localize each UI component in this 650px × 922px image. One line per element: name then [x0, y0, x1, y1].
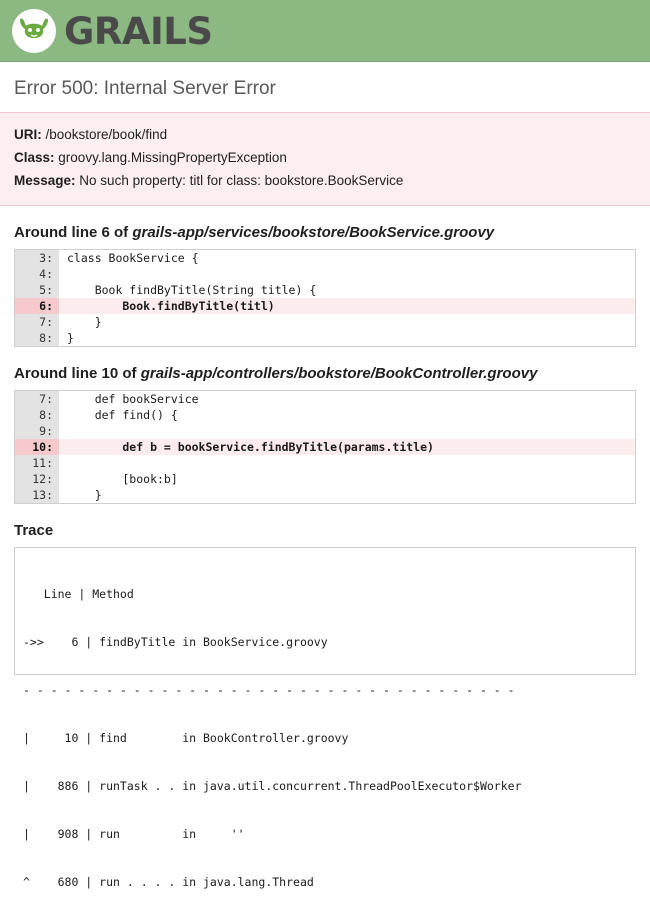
- code-line-text: Book.findByTitle(titl): [59, 298, 635, 314]
- code-line-number: 8:: [15, 407, 59, 423]
- code-line-highlighted: [15, 439, 635, 455]
- code-snippet-0: [14, 249, 636, 347]
- error-uri-label: URI:: [14, 127, 42, 142]
- trace-line: - - - - - - - - - - - - - - - - - - - - - - - - - - - - - - - - - - - -: [23, 682, 515, 697]
- snippet-heading-file-1: grails-app/controllers/bookstore/BookController.groovy: [140, 364, 538, 382]
- code-line-text: }: [67, 330, 74, 345]
- page-content: [0, 78, 650, 889]
- error-message-label: Message:: [14, 173, 76, 189]
- code-line-text: def find() {: [67, 407, 178, 422]
- code-line-number: 7:: [15, 391, 59, 407]
- code-line: [15, 487, 635, 503]
- snippet-heading-prefix-0: Around line 6 of: [14, 223, 133, 241]
- trace-line: | 10 | find in BookController.groovy: [23, 730, 349, 745]
- code-line-number: 13:: [15, 487, 59, 503]
- code-line-text: [59, 266, 635, 282]
- code-line-text: Book findByTitle(String title) {: [67, 282, 317, 297]
- code-line-number: 6:: [15, 298, 59, 314]
- error-summary: [0, 112, 650, 206]
- snippet-heading-file-0: grails-app/services/bookstore/BookService.groovy: [132, 223, 495, 241]
- code-line-text: [59, 423, 635, 439]
- code-line: [15, 391, 635, 407]
- code-line: [15, 407, 635, 423]
- code-line: [15, 314, 635, 330]
- code-line-number: 8:: [15, 330, 59, 346]
- code-line: [15, 471, 635, 487]
- error-uri-value: /bookstore/book/find: [45, 127, 168, 142]
- code-line-text: }: [67, 314, 102, 329]
- code-line-number: 7:: [15, 314, 59, 330]
- error-class-line: [14, 146, 636, 169]
- code-line-number: 11:: [15, 455, 59, 471]
- app-header: [0, 0, 650, 62]
- code-line-text: def b = bookService.findByTitle(params.title): [59, 439, 635, 455]
- error-message-value: No such property: titl for class: bookstore.BookService: [79, 173, 404, 189]
- code-line-number: 12:: [15, 471, 59, 487]
- error-message-line: [14, 169, 636, 192]
- error-class-label: Class:: [14, 150, 55, 166]
- code-line-number: 10:: [15, 439, 59, 455]
- code-line: [15, 282, 635, 298]
- error-class-value: groovy.lang.MissingPropertyException: [58, 150, 287, 166]
- trace-line: | 886 | runTask . . in java.util.concurrent.ThreadPoolExecutor$Worker: [23, 778, 522, 793]
- page-title: Error 500: Internal Server Error: [14, 78, 276, 99]
- code-line-text: [59, 455, 635, 471]
- code-line-text: [book:b]: [67, 471, 178, 486]
- grails-bull-logo-icon: [12, 9, 56, 53]
- code-line: [15, 330, 635, 346]
- code-snippet-1: [14, 390, 636, 504]
- error-uri-line: [14, 123, 636, 146]
- snippet-heading-1: [14, 365, 636, 382]
- code-line-text: }: [67, 487, 102, 502]
- trace-line: Line | Method: [23, 586, 134, 601]
- trace-line: | 908 | run in '': [23, 826, 245, 841]
- trace-heading: Trace: [14, 521, 54, 539]
- trace-line: ->> 6 | findByTitle in BookService.groovy: [23, 634, 328, 649]
- trace-box: [14, 547, 636, 889]
- code-line-number: 5:: [15, 282, 59, 298]
- code-line: [15, 250, 635, 266]
- snippet-heading-0: [14, 224, 636, 241]
- code-line: [15, 423, 635, 439]
- code-line-text: def bookService: [67, 391, 199, 406]
- code-line-number: 4:: [15, 266, 59, 282]
- code-line: [15, 455, 635, 471]
- trace-line: ^ 680 | run . . . . in java.lang.Thread: [23, 874, 314, 889]
- brand-title: GRAILS: [64, 10, 213, 53]
- code-line-number: 9:: [15, 423, 59, 439]
- code-line-highlighted: [15, 298, 635, 314]
- code-line-text: class BookService {: [67, 250, 199, 265]
- snippet-heading-prefix-1: Around line 10 of: [14, 364, 141, 382]
- code-line-number: 3:: [15, 250, 59, 266]
- code-line: [15, 266, 635, 282]
